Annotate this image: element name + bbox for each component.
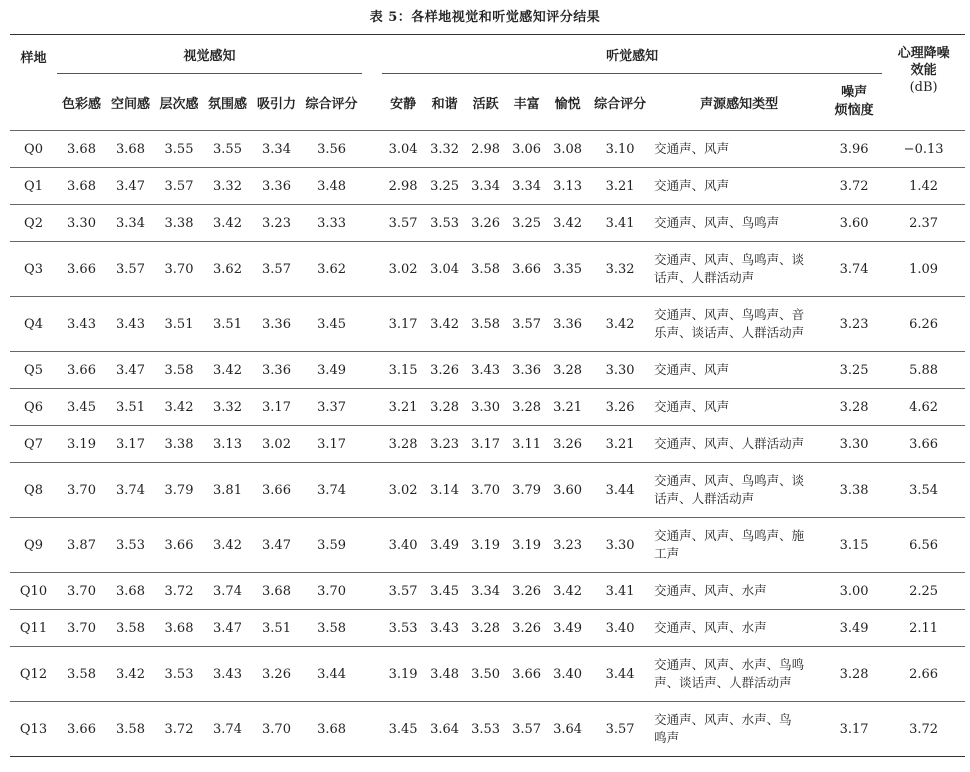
source-type-cell: [652, 463, 826, 518]
auditory-score-cell: 3.45: [424, 573, 465, 610]
source-type-line: 交通声、风声、鸟鸣声、施: [654, 528, 805, 543]
auditory-score-cell: 3.64: [424, 702, 465, 757]
visual-score-cell: 3.79: [155, 463, 203, 518]
visual-score-cell: 3.68: [301, 702, 362, 757]
visual-score-cell: 3.56: [301, 131, 362, 168]
visual-score-cell: 3.23: [252, 205, 301, 242]
auditory-score-cell: 3.50: [465, 647, 506, 702]
auditory-score-cell: 3.43: [424, 610, 465, 647]
auditory-score-cell: 3.53: [382, 610, 424, 647]
spacer-cell: [362, 131, 382, 168]
visual-score-cell: 3.68: [252, 573, 301, 610]
annoyance-cell: 3.28: [826, 647, 882, 702]
site-header: 样地: [20, 51, 47, 66]
source-type-line: 鸣声: [654, 730, 680, 745]
visual-score-cell: 3.58: [155, 352, 203, 389]
source-type-cell: [652, 242, 826, 297]
visual-score-cell: 3.53: [106, 518, 155, 573]
noise-reduction-cell: 2.11: [882, 610, 965, 647]
visual-score-cell: 3.32: [203, 389, 252, 426]
site-id-cell: Q4: [10, 297, 57, 352]
source-type-line: 交通声、风声、鸟鸣声、谈: [654, 473, 805, 488]
visual-score-cell: 3.70: [57, 463, 106, 518]
source-type-line: 交通声、风声、鸟鸣声: [654, 215, 780, 230]
noise-reduction-cell: 2.37: [882, 205, 965, 242]
visual-score-cell: 3.49: [301, 352, 362, 389]
spacer-cell: [362, 426, 382, 463]
auditory-score-cell: 3.19: [506, 518, 547, 573]
visual-score-cell: 3.36: [252, 297, 301, 352]
auditory-score-cell: 3.42: [588, 297, 652, 352]
auditory-score-cell: 3.26: [506, 610, 547, 647]
auditory-score-cell: 3.28: [382, 426, 424, 463]
table-row: [10, 131, 965, 168]
source-type-cell: [652, 610, 826, 647]
table-row: [10, 573, 965, 610]
table-row: [10, 352, 965, 389]
auditory-score-cell: 3.21: [547, 389, 588, 426]
auditory-score-cell: 3.45: [382, 702, 424, 757]
auditory-score-cell: 3.15: [382, 352, 424, 389]
source-type-line: 交通声、风声: [654, 141, 730, 156]
source-type-cell: [652, 573, 826, 610]
visual-score-cell: 3.66: [57, 702, 106, 757]
source-type-cell: [652, 389, 826, 426]
auditory-score-cell: 3.40: [382, 518, 424, 573]
scores-table: [10, 34, 965, 757]
table-row: [10, 610, 965, 647]
visual-score-cell: 3.68: [57, 131, 106, 168]
noise-reduction-cell: 2.25: [882, 573, 965, 610]
visual-score-cell: 3.51: [155, 297, 203, 352]
auditory-score-cell: 3.06: [506, 131, 547, 168]
auditory-score-cell: 3.26: [588, 389, 652, 426]
visual-score-cell: 3.53: [155, 647, 203, 702]
site-id-cell: Q8: [10, 463, 57, 518]
visual-score-cell: 3.47: [106, 352, 155, 389]
table-row: [10, 389, 965, 426]
auditory-score-cell: 3.40: [547, 647, 588, 702]
visual-score-cell: 3.47: [203, 610, 252, 647]
visual-score-cell: 3.55: [203, 131, 252, 168]
source-type-line: 交通声、风声、鸟鸣声、音: [654, 307, 805, 322]
noise-reduction-header: 心理降噪 效能 (dB): [897, 46, 950, 95]
auditory-score-cell: 3.42: [424, 297, 465, 352]
auditory-score-cell: 3.41: [588, 205, 652, 242]
auditory-score-cell: 3.11: [506, 426, 547, 463]
spacer-cell: [362, 389, 382, 426]
auditory-score-cell: 3.53: [424, 205, 465, 242]
table-row: [10, 463, 965, 518]
spacer-cell: [362, 702, 382, 757]
auditory-score-cell: 3.79: [506, 463, 547, 518]
auditory-score-cell: 3.10: [588, 131, 652, 168]
table-row: [10, 647, 965, 702]
visual-score-cell: 3.17: [301, 426, 362, 463]
noise-reduction-cell: −0.13: [882, 131, 965, 168]
auditory-score-cell: 2.98: [465, 131, 506, 168]
visual-score-cell: 3.74: [203, 573, 252, 610]
auditory-score-cell: 3.48: [424, 647, 465, 702]
col-space: 空间感: [110, 96, 150, 112]
site-id-cell: Q10: [10, 573, 57, 610]
col-harmony: 和谐: [431, 96, 458, 112]
visual-score-cell: 3.42: [203, 352, 252, 389]
visual-score-cell: 3.02: [252, 426, 301, 463]
auditory-score-cell: 3.23: [547, 518, 588, 573]
auditory-score-cell: 3.30: [465, 389, 506, 426]
auditory-score-cell: 3.53: [465, 702, 506, 757]
visual-score-cell: 3.70: [57, 610, 106, 647]
auditory-score-cell: 3.34: [465, 573, 506, 610]
col-layering: 层次感: [159, 96, 199, 112]
auditory-score-cell: 3.28: [465, 610, 506, 647]
source-type-cell: [652, 297, 826, 352]
col-source-type: 声源感知类型: [700, 96, 779, 112]
site-id-cell: Q12: [10, 647, 57, 702]
auditory-score-cell: 3.49: [424, 518, 465, 573]
source-type-line: 交通声、风声、水声、鸟鸣: [654, 657, 805, 672]
auditory-score-cell: 3.41: [588, 573, 652, 610]
table-row: [10, 702, 965, 757]
visual-score-cell: 3.19: [57, 426, 106, 463]
annoyance-cell: 3.15: [826, 518, 882, 573]
visual-score-cell: 3.87: [57, 518, 106, 573]
spacer-cell: [362, 463, 382, 518]
visual-score-cell: 3.62: [301, 242, 362, 297]
auditory-score-cell: 3.17: [382, 297, 424, 352]
visual-score-cell: 3.70: [301, 573, 362, 610]
site-id-cell: Q2: [10, 205, 57, 242]
auditory-score-cell: 3.57: [382, 205, 424, 242]
auditory-score-cell: 3.49: [547, 610, 588, 647]
annoyance-cell: 3.49: [826, 610, 882, 647]
auditory-score-cell: 3.23: [424, 426, 465, 463]
site-id-cell: Q3: [10, 242, 57, 297]
visual-score-cell: 3.66: [252, 463, 301, 518]
source-type-line: 交通声、风声、鸟鸣声、谈: [654, 252, 805, 267]
auditory-score-cell: 3.28: [506, 389, 547, 426]
source-type-line: 交通声、风声、水声: [654, 620, 767, 635]
spacer-cell: [362, 352, 382, 389]
auditory-score-cell: 3.57: [382, 573, 424, 610]
col-rich: 丰富: [513, 96, 540, 112]
auditory-score-cell: 3.19: [382, 647, 424, 702]
visual-score-cell: 3.58: [301, 610, 362, 647]
noise-reduction-cell: 3.72: [882, 702, 965, 757]
visual-score-cell: 3.37: [301, 389, 362, 426]
auditory-score-cell: 3.36: [506, 352, 547, 389]
auditory-score-cell: 3.21: [382, 389, 424, 426]
noise-reduction-cell: 3.54: [882, 463, 965, 518]
auditory-score-cell: 3.28: [547, 352, 588, 389]
visual-score-cell: 3.36: [252, 168, 301, 205]
source-type-cell: [652, 702, 826, 757]
auditory-score-cell: 3.34: [465, 168, 506, 205]
auditory-score-cell: 3.26: [424, 352, 465, 389]
col-visual-total: 综合评分: [305, 96, 358, 112]
auditory-score-cell: 3.26: [465, 205, 506, 242]
auditory-score-cell: 3.66: [506, 242, 547, 297]
visual-score-cell: 3.34: [106, 205, 155, 242]
visual-score-cell: 3.51: [106, 389, 155, 426]
site-id-cell: Q1: [10, 168, 57, 205]
annoyance-cell: 3.38: [826, 463, 882, 518]
visual-score-cell: 3.17: [252, 389, 301, 426]
visual-score-cell: 3.47: [106, 168, 155, 205]
source-type-line: 交通声、风声、人群活动声: [654, 436, 805, 451]
table-row: [10, 426, 965, 463]
noise-reduction-cell: 5.88: [882, 352, 965, 389]
auditory-score-cell: 3.25: [424, 168, 465, 205]
visual-score-cell: 3.70: [252, 702, 301, 757]
visual-score-cell: 3.58: [106, 610, 155, 647]
auditory-score-cell: 3.04: [382, 131, 424, 168]
visual-score-cell: 3.51: [252, 610, 301, 647]
visual-score-cell: 3.30: [57, 205, 106, 242]
source-type-cell: [652, 352, 826, 389]
col-auditory-total: 综合评分: [594, 96, 647, 112]
visual-score-cell: 3.74: [301, 463, 362, 518]
visual-score-cell: 3.58: [106, 702, 155, 757]
annoyance-cell: 3.00: [826, 573, 882, 610]
auditory-score-cell: 3.34: [506, 168, 547, 205]
spacer-cell: [362, 297, 382, 352]
visual-score-cell: 3.72: [155, 702, 203, 757]
visual-score-cell: 3.34: [252, 131, 301, 168]
source-type-cell: [652, 647, 826, 702]
visual-score-cell: 3.47: [252, 518, 301, 573]
visual-score-cell: 3.26: [252, 647, 301, 702]
visual-score-cell: 3.72: [155, 573, 203, 610]
source-type-cell: [652, 205, 826, 242]
col-quiet: 安静: [390, 96, 417, 112]
visual-score-cell: 3.59: [301, 518, 362, 573]
table-row: [10, 205, 965, 242]
source-type-line: 交通声、风声、水声: [654, 583, 767, 598]
auditory-score-cell: 3.25: [506, 205, 547, 242]
auditory-score-cell: 3.14: [424, 463, 465, 518]
auditory-score-cell: 3.04: [424, 242, 465, 297]
source-type-line: 交通声、风声: [654, 399, 730, 414]
auditory-score-cell: 2.98: [382, 168, 424, 205]
visual-score-cell: 3.62: [203, 242, 252, 297]
auditory-score-cell: 3.57: [506, 297, 547, 352]
noise-reduction-cell: 2.66: [882, 647, 965, 702]
spacer-cell: [362, 242, 382, 297]
auditory-score-cell: 3.32: [588, 242, 652, 297]
annoyance-cell: 3.72: [826, 168, 882, 205]
visual-score-cell: 3.70: [155, 242, 203, 297]
source-type-cell: [652, 131, 826, 168]
visual-score-cell: 3.42: [203, 518, 252, 573]
auditory-score-cell: 3.44: [588, 463, 652, 518]
visual-score-cell: 3.74: [203, 702, 252, 757]
visual-score-cell: 3.70: [57, 573, 106, 610]
visual-score-cell: 3.33: [301, 205, 362, 242]
spacer-cell: [362, 205, 382, 242]
auditory-score-cell: 3.26: [547, 426, 588, 463]
annoyance-cell: 3.28: [826, 389, 882, 426]
site-id-cell: Q7: [10, 426, 57, 463]
auditory-score-cell: 3.28: [424, 389, 465, 426]
col-atmosphere: 氛围感: [207, 96, 247, 112]
source-type-line: 声、谈话声、人群活动声: [654, 675, 792, 690]
visual-score-cell: 3.66: [57, 242, 106, 297]
visual-score-cell: 3.45: [301, 297, 362, 352]
auditory-score-cell: 3.44: [588, 647, 652, 702]
auditory-score-cell: 3.57: [588, 702, 652, 757]
column-header-row: [10, 74, 965, 131]
spacer-cell: [362, 610, 382, 647]
source-type-cell: [652, 518, 826, 573]
auditory-score-cell: 3.42: [547, 205, 588, 242]
auditory-score-cell: 3.64: [547, 702, 588, 757]
auditory-score-cell: 3.08: [547, 131, 588, 168]
auditory-score-cell: 3.02: [382, 463, 424, 518]
visual-score-cell: 3.13: [203, 426, 252, 463]
auditory-score-cell: 3.32: [424, 131, 465, 168]
table-title: 表 5：各样地视觉和听觉感知评分结果: [369, 10, 601, 25]
annoyance-cell: 3.74: [826, 242, 882, 297]
source-type-line: 话声、人群活动声: [654, 491, 755, 506]
visual-score-cell: 3.48: [301, 168, 362, 205]
noise-reduction-cell: 6.56: [882, 518, 965, 573]
noise-reduction-cell: 3.66: [882, 426, 965, 463]
auditory-score-cell: 3.35: [547, 242, 588, 297]
visual-score-cell: 3.36: [252, 352, 301, 389]
spacer-cell: [362, 573, 382, 610]
auditory-score-cell: 3.66: [506, 647, 547, 702]
visual-score-cell: 3.42: [106, 647, 155, 702]
source-type-line: 工声: [654, 546, 680, 561]
site-id-cell: Q11: [10, 610, 57, 647]
visual-score-cell: 3.42: [203, 205, 252, 242]
visual-score-cell: 3.38: [155, 426, 203, 463]
source-type-cell: [652, 426, 826, 463]
auditory-score-cell: 3.21: [588, 168, 652, 205]
auditory-score-cell: 3.30: [588, 352, 652, 389]
col-attraction: 吸引力: [256, 96, 296, 112]
auditory-score-cell: 3.26: [506, 573, 547, 610]
col-color: 色彩感: [61, 96, 101, 112]
visual-score-cell: 3.32: [203, 168, 252, 205]
annoyance-cell: 3.60: [826, 205, 882, 242]
source-type-cell: [652, 168, 826, 205]
visual-score-cell: 3.42: [155, 389, 203, 426]
auditory-score-cell: 3.58: [465, 242, 506, 297]
site-id-cell: Q5: [10, 352, 57, 389]
auditory-score-cell: 3.42: [547, 573, 588, 610]
auditory-score-cell: 3.43: [465, 352, 506, 389]
table-row: [10, 518, 965, 573]
auditory-score-cell: 3.70: [465, 463, 506, 518]
site-id-cell: Q9: [10, 518, 57, 573]
visual-score-cell: 3.74: [106, 463, 155, 518]
visual-score-cell: 3.38: [155, 205, 203, 242]
table-row: [10, 297, 965, 352]
visual-score-cell: 3.68: [57, 168, 106, 205]
visual-score-cell: 3.68: [155, 610, 203, 647]
source-type-line: 乐声、谈话声、人群活动声: [654, 325, 805, 340]
spacer-cell: [362, 168, 382, 205]
auditory-score-cell: 3.60: [547, 463, 588, 518]
visual-score-cell: 3.55: [155, 131, 203, 168]
source-type-line: 话声、人群活动声: [654, 270, 755, 285]
annoyance-cell: 3.17: [826, 702, 882, 757]
auditory-score-cell: 3.13: [547, 168, 588, 205]
visual-score-cell: 3.81: [203, 463, 252, 518]
noise-reduction-cell: 6.26: [882, 297, 965, 352]
visual-score-cell: 3.43: [203, 647, 252, 702]
source-type-line: 交通声、风声: [654, 362, 730, 377]
table-body: [10, 131, 965, 757]
spacer-cell: [362, 647, 382, 702]
visual-score-cell: 3.51: [203, 297, 252, 352]
annoyance-cell: 3.96: [826, 131, 882, 168]
visual-score-cell: 3.68: [106, 573, 155, 610]
annoyance-cell: 3.23: [826, 297, 882, 352]
visual-score-cell: 3.58: [57, 647, 106, 702]
auditory-score-cell: 3.30: [588, 518, 652, 573]
auditory-score-cell: 3.36: [547, 297, 588, 352]
auditory-score-cell: 3.21: [588, 426, 652, 463]
auditory-score-cell: 3.58: [465, 297, 506, 352]
col-pleasant: 愉悦: [554, 96, 581, 112]
col-active: 活跃: [472, 96, 499, 112]
table-row: [10, 168, 965, 205]
source-type-line: 交通声、风声、水声、鸟: [654, 712, 792, 727]
annoyance-cell: 3.30: [826, 426, 882, 463]
visual-score-cell: 3.44: [301, 647, 362, 702]
auditory-score-cell: 3.40: [588, 610, 652, 647]
site-id-cell: Q0: [10, 131, 57, 168]
site-id-cell: Q13: [10, 702, 57, 757]
site-id-cell: Q6: [10, 389, 57, 426]
visual-score-cell: 3.45: [57, 389, 106, 426]
noise-reduction-cell: 1.09: [882, 242, 965, 297]
visual-score-cell: 3.43: [106, 297, 155, 352]
noise-reduction-cell: 1.42: [882, 168, 965, 205]
visual-score-cell: 3.57: [106, 242, 155, 297]
auditory-score-cell: 3.57: [506, 702, 547, 757]
auditory-score-cell: 3.19: [465, 518, 506, 573]
annoyance-cell: 3.25: [826, 352, 882, 389]
col-annoyance: 噪声 烦恼度: [834, 85, 874, 118]
visual-score-cell: 3.68: [106, 131, 155, 168]
visual-score-cell: 3.57: [252, 242, 301, 297]
auditory-group-header: 听觉感知: [382, 35, 882, 74]
auditory-score-cell: 3.17: [465, 426, 506, 463]
spacer-cell: [362, 518, 382, 573]
visual-group-header: 视觉感知: [57, 35, 362, 74]
visual-score-cell: 3.17: [106, 426, 155, 463]
noise-reduction-cell: 4.62: [882, 389, 965, 426]
visual-score-cell: 3.57: [155, 168, 203, 205]
visual-score-cell: 3.66: [57, 352, 106, 389]
source-type-line: 交通声、风声: [654, 178, 730, 193]
visual-score-cell: 3.66: [155, 518, 203, 573]
table-row: [10, 242, 965, 297]
visual-score-cell: 3.43: [57, 297, 106, 352]
auditory-score-cell: 3.02: [382, 242, 424, 297]
